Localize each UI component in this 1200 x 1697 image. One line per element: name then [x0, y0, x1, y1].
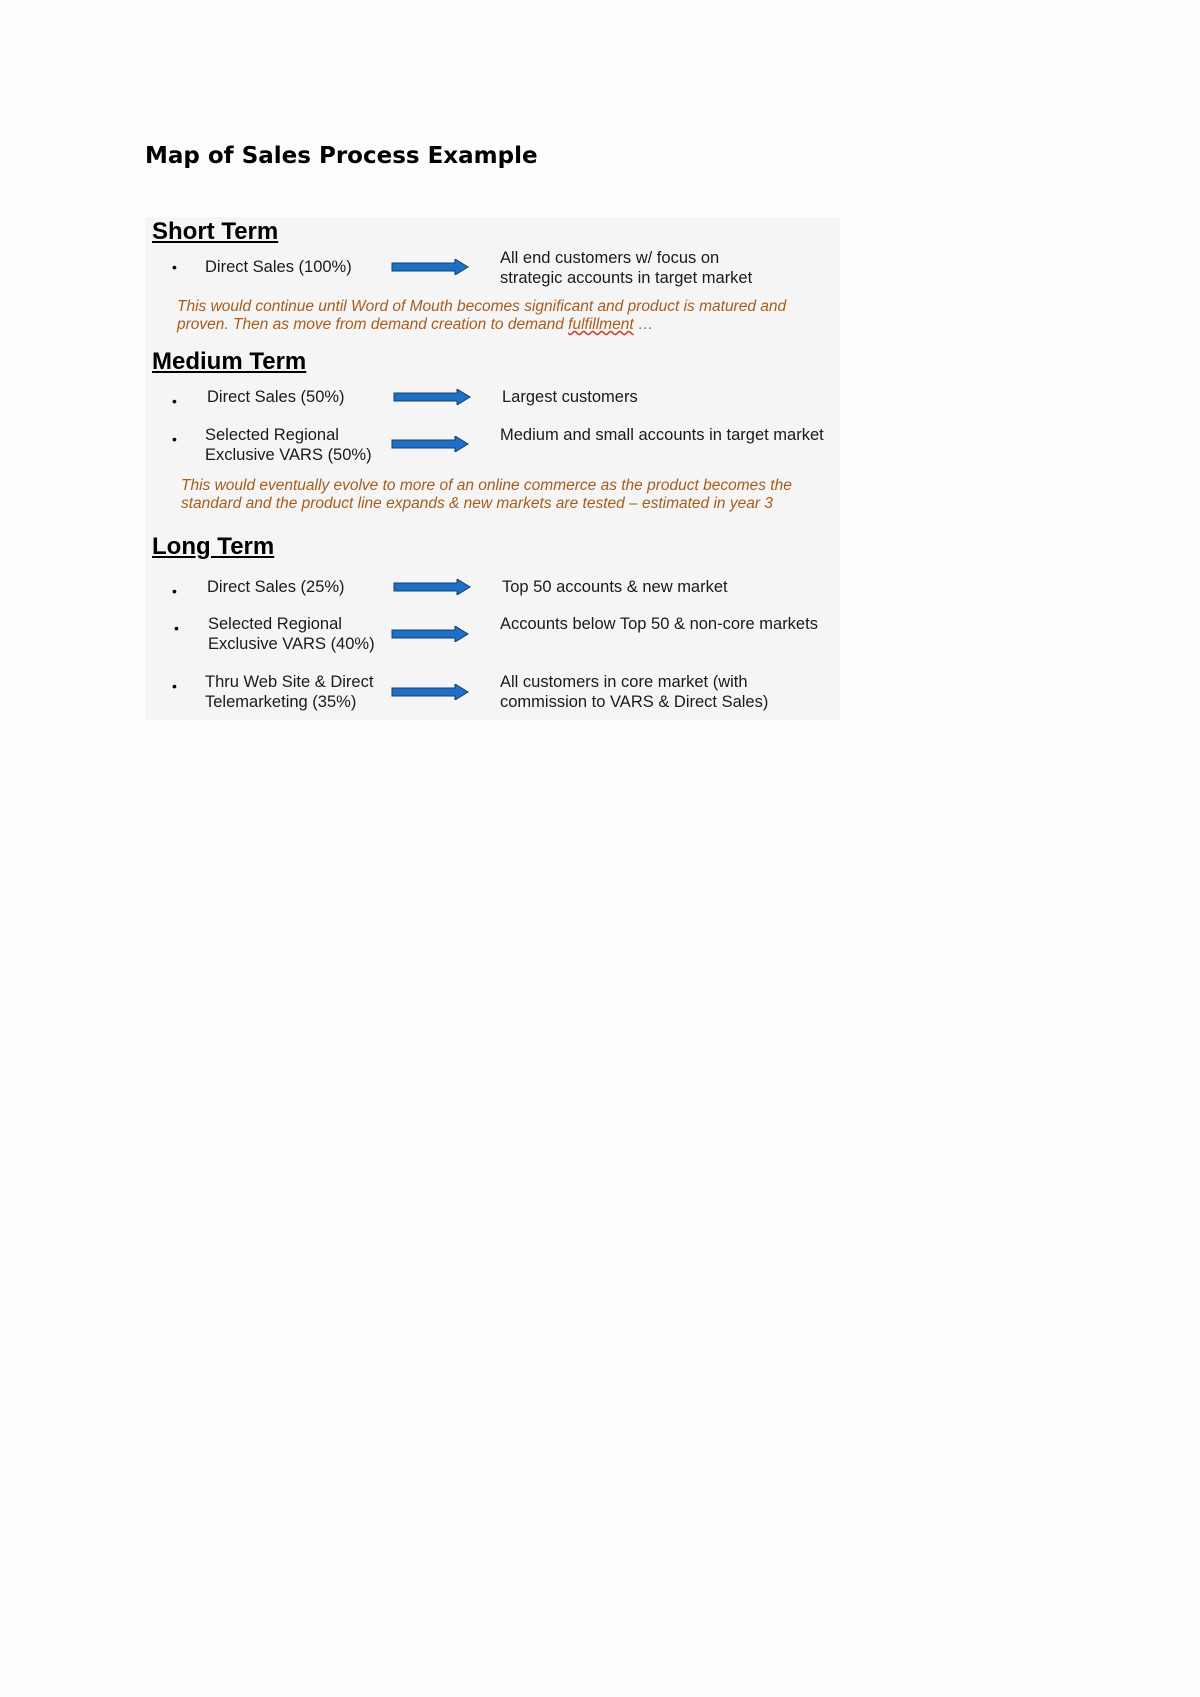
target-label: Largest customers — [502, 388, 638, 406]
right-arrow-icon — [393, 389, 471, 405]
short-term-note: This would continue until Word of Mouth becomes significant and product is matured and proven. Then as move from demand creation to demand fulfillment … — [177, 298, 787, 333]
sales-process-figure — [145, 217, 840, 720]
medium-term-note: This would eventually evolve to more of an online commerce as the product becomes the standard and the product line expands & new markets are tested – estimated in year 3 — [181, 477, 792, 512]
target-label: Medium and small accounts in target market — [500, 426, 824, 444]
channel-label: Thru Web Site & Direct Telemarketing (35%) — [205, 673, 374, 711]
channel-label: Selected Regional Exclusive VARS (40%) — [208, 615, 375, 653]
section-heading-short-term: Short Term — [152, 218, 279, 245]
bullet-dot: • — [172, 259, 177, 275]
bullet-dot: • — [172, 678, 177, 694]
target-label: Accounts below Top 50 & non-core markets — [500, 615, 818, 633]
section-heading-medium-term: Medium Term — [152, 348, 307, 375]
right-arrow-icon — [391, 259, 469, 275]
target-label: All customers in core market (with commission to VARS & Direct Sales) — [500, 673, 769, 711]
channel-label: Direct Sales (50%) — [207, 388, 345, 406]
right-arrow-icon — [391, 626, 469, 642]
section-heading-long-term: Long Term — [152, 533, 275, 560]
spellcheck-underlined-word: fulfillment — [568, 316, 634, 333]
bullet-dot: • — [172, 393, 177, 409]
channel-label: Direct Sales (25%) — [207, 578, 345, 596]
right-arrow-icon — [391, 684, 469, 700]
right-arrow-icon — [391, 436, 469, 452]
document-title: Map of Sales Process Example — [145, 143, 538, 169]
bullet-dot: • — [172, 431, 177, 447]
channel-label: Selected Regional Exclusive VARS (50%) — [205, 426, 372, 464]
target-label: Top 50 accounts & new market — [502, 578, 728, 596]
channel-label: Direct Sales (100%) — [205, 258, 352, 276]
bullet-dot: • — [172, 583, 177, 599]
target-label: All end customers w/ focus on strategic accounts in target market — [500, 249, 753, 287]
bullet-dot: • — [174, 620, 179, 636]
right-arrow-icon — [393, 579, 471, 595]
